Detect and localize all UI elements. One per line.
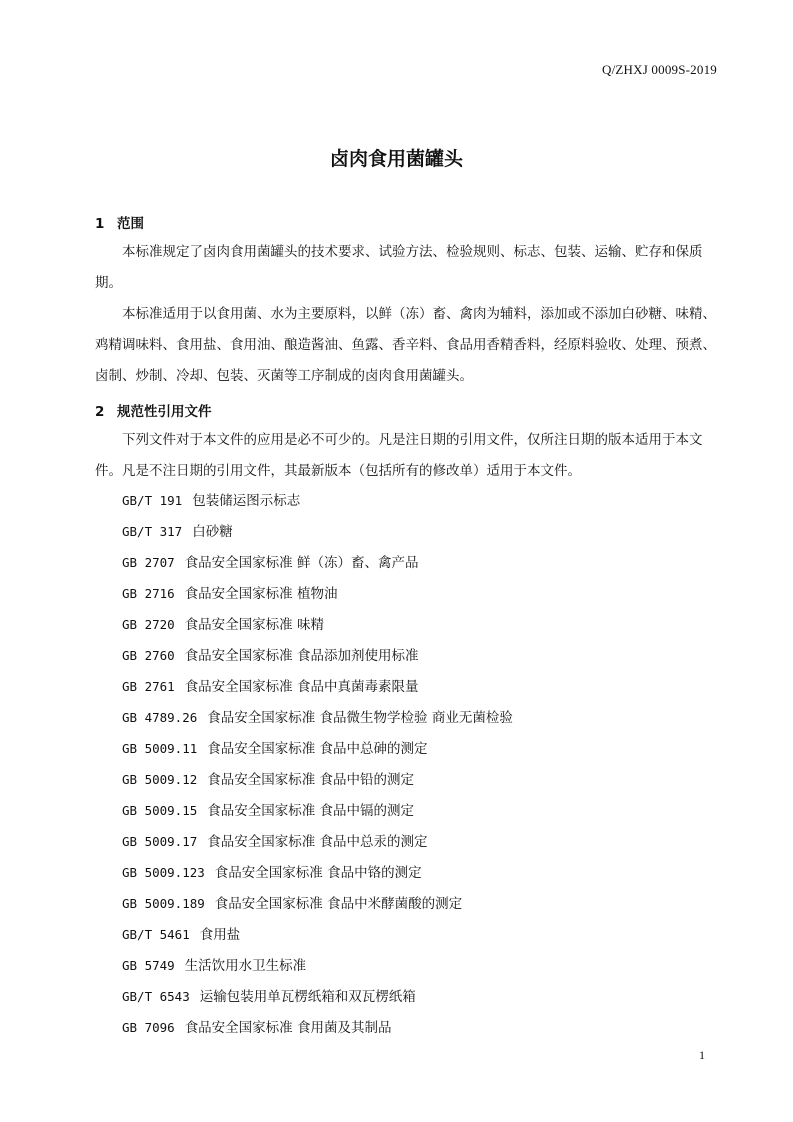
reference-title: 食品安全国家标准 食品中总汞的测定 (207, 834, 428, 850)
reference-code: GB 5009.17 (122, 834, 198, 849)
reference-item (122, 705, 513, 736)
reference-title: 包装储运图示标志 (192, 493, 301, 509)
reference-title: 食品安全国家标准 鲜（冻）畜、禽产品 (184, 555, 419, 571)
reference-title: 食品安全国家标准 食品添加剂使用标准 (184, 648, 419, 664)
section-title: 规范性引用文件 (117, 404, 212, 420)
paragraph-line: 下列文件对于本文件的应用是必不可少的。凡是注日期的引用文件，仅所注日期的版本适用于本文 (122, 432, 703, 448)
reference-code: GB 5009.12 (122, 772, 198, 787)
reference-code: GB 2720 (122, 617, 175, 632)
reference-code: GB 2761 (122, 679, 175, 694)
reference-code: GB 5009.11 (122, 741, 198, 756)
reference-list (122, 488, 513, 1046)
reference-title: 食品安全国家标准 食品中铅的测定 (207, 772, 415, 788)
reference-item (122, 767, 513, 798)
reference-item (122, 612, 513, 643)
section-title: 范围 (117, 216, 144, 232)
reference-code: GB/T 317 (122, 524, 183, 539)
reference-title: 食品安全国家标准 食品中米酵菌酸的测定 (214, 896, 463, 912)
section-heading-normative-references (95, 400, 212, 420)
reference-code: GB 2760 (122, 648, 175, 663)
reference-item (122, 736, 513, 767)
reference-item (122, 922, 513, 953)
reference-title: 食品安全国家标准 食用菌及其制品 (184, 1020, 392, 1036)
references-intro-paragraph (95, 425, 720, 487)
reference-code: GB 7096 (122, 1020, 175, 1035)
reference-title: 食品安全国家标准 味精 (184, 617, 324, 633)
reference-item (122, 643, 513, 674)
reference-code: GB 2716 (122, 586, 175, 601)
reference-item (122, 674, 513, 705)
reference-title: 生活饮用水卫生标准 (184, 958, 307, 974)
reference-item (122, 860, 513, 891)
reference-item (122, 798, 513, 829)
reference-item (122, 519, 513, 550)
reference-title: 食品安全国家标准 食品中镉的测定 (207, 803, 415, 819)
paragraph-line: 件。凡是不注日期的引用文件，其最新版本（包括所有的修改单）适用于本文件。 (95, 463, 581, 479)
reference-item (122, 953, 513, 984)
reference-code: GB/T 6543 (122, 989, 190, 1004)
reference-code: GB 5009.189 (122, 896, 205, 911)
reference-item (122, 891, 513, 922)
section-number: 1 (95, 216, 105, 232)
document-title: 卤肉食用菌罐头 (329, 148, 463, 170)
scope-paragraph-1 (95, 237, 720, 299)
reference-item (122, 984, 513, 1015)
reference-title: 白砂糖 (192, 524, 233, 540)
reference-title: 食品安全国家标准 食品微生物学检验 商业无菌检验 (207, 710, 513, 726)
paragraph-line: 本标准适用于以食用菌、水为主要原料，以鲜（冻）畜、禽肉为辅料，添加或不添加白砂糖、味精、 (122, 306, 716, 322)
reference-title: 食品安全国家标准 食品中总砷的测定 (207, 741, 428, 757)
paragraph-line: 鸡精调味料、食用盐、食用油、酿造酱油、鱼露、香辛料、食品用香精香料，经原料验收、处理、预煮、 (95, 337, 716, 353)
reference-item (122, 1015, 513, 1046)
reference-item (122, 829, 513, 860)
scope-paragraph-2 (95, 299, 720, 392)
reference-title: 食品安全国家标准 食品中铬的测定 (214, 865, 422, 881)
reference-code: GB/T 191 (122, 493, 183, 508)
paragraph-line: 卤制、炒制、冷却、包装、灭菌等工序制成的卤肉食用菌罐头。 (95, 368, 473, 384)
reference-code: GB 2707 (122, 555, 175, 570)
reference-code: GB 4789.26 (122, 710, 198, 725)
reference-item (122, 488, 513, 519)
paragraph-line: 本标准规定了卤肉食用菌罐头的技术要求、试验方法、检验规则、标志、包装、运输、贮存和保质 (122, 244, 703, 260)
reference-code: GB 5009.15 (122, 803, 198, 818)
reference-code: GB/T 5461 (122, 927, 190, 942)
page-number: 1 (699, 1048, 705, 1062)
standard-code: Q/ZHXJ 0009S-2019 (602, 62, 717, 77)
reference-code: GB 5749 (122, 958, 175, 973)
reference-title: 食用盐 (199, 927, 241, 943)
reference-title: 食品安全国家标准 食品中真菌毒素限量 (184, 679, 419, 695)
reference-item (122, 550, 513, 581)
section-heading-scope (95, 212, 144, 232)
section-number: 2 (95, 404, 105, 420)
reference-title: 运输包装用单瓦楞纸箱和双瓦楞纸箱 (199, 989, 416, 1005)
reference-code: GB 5009.123 (122, 865, 205, 880)
reference-title: 食品安全国家标准 植物油 (184, 586, 338, 602)
paragraph-line: 期。 (95, 275, 122, 291)
reference-item (122, 581, 513, 612)
